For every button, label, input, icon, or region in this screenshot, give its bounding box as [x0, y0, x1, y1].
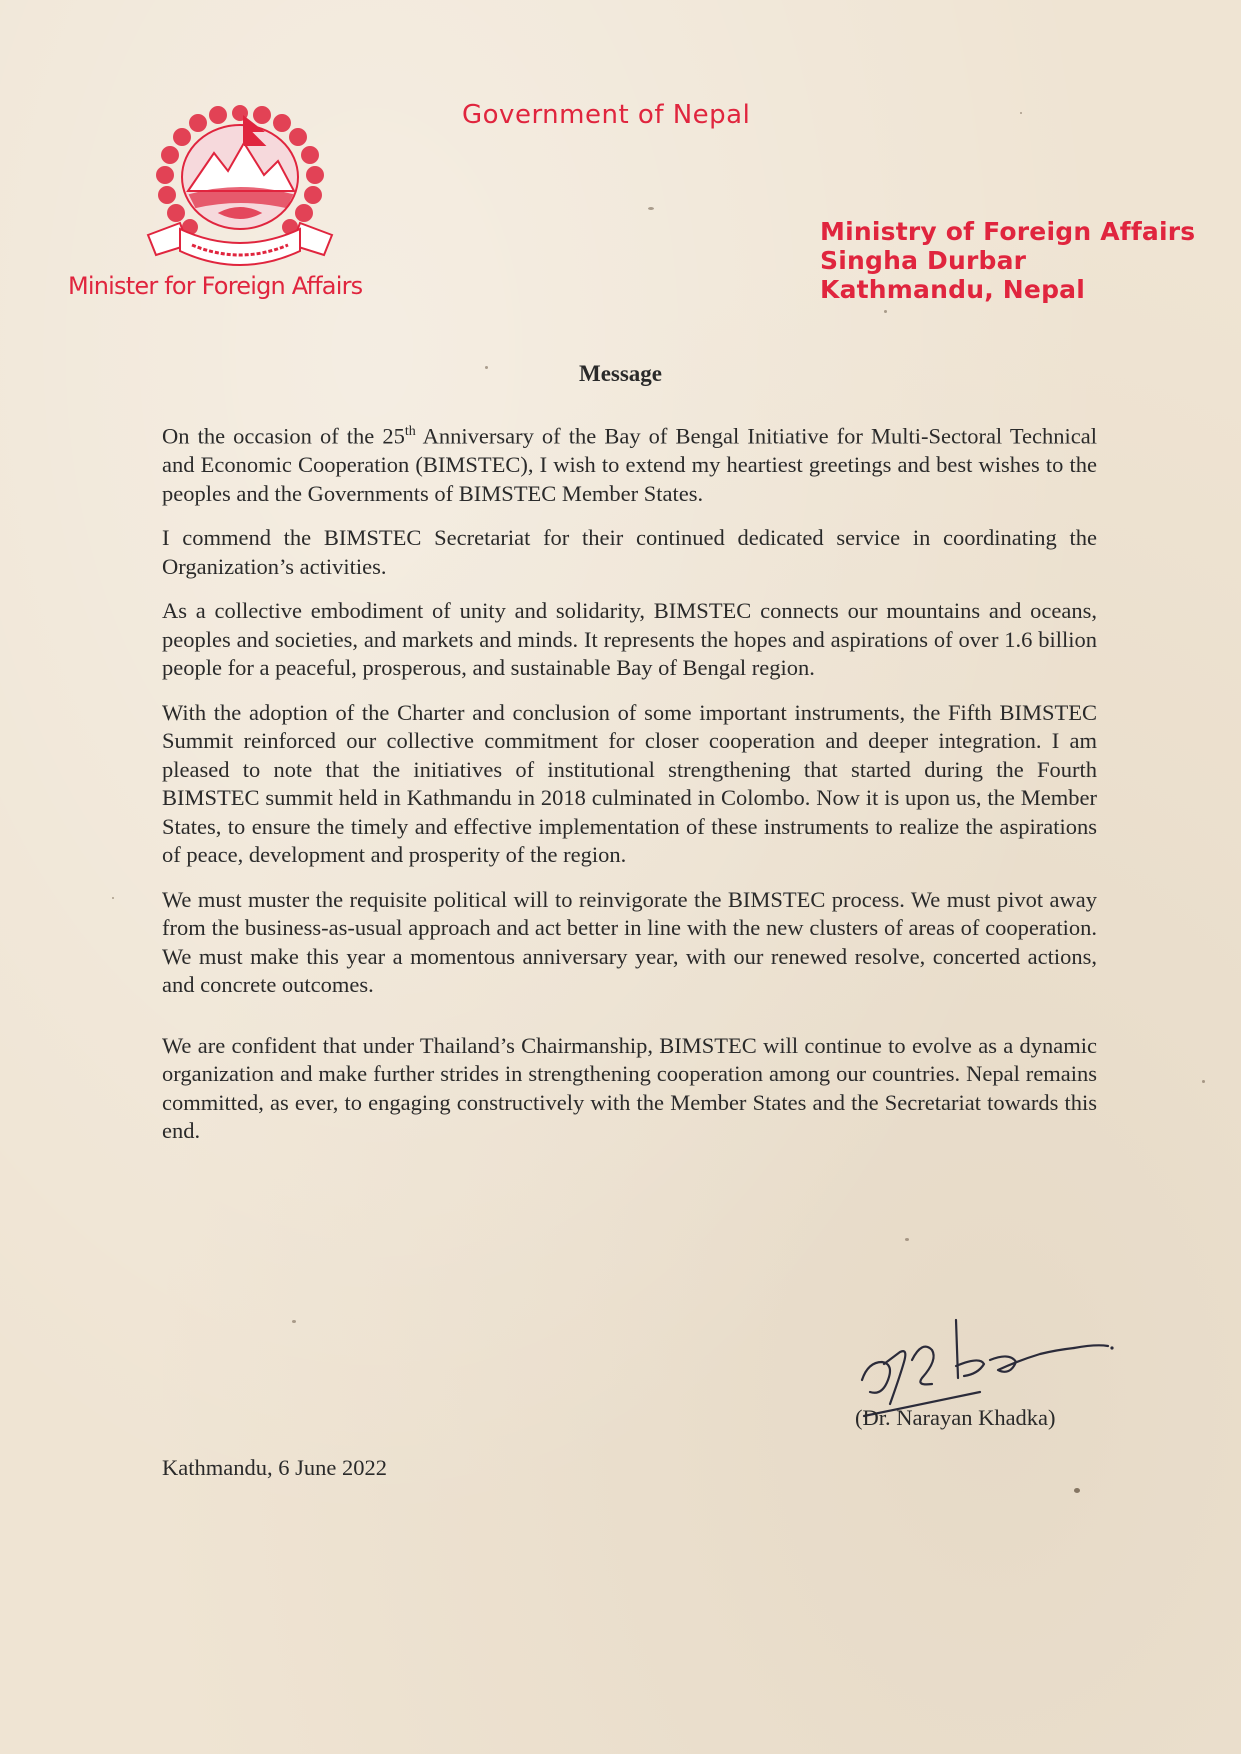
paper-speck: [648, 207, 654, 210]
paragraph-4: With the adoption of the Charter and conclusion of some important instruments, the Fifth BIMSTEC Summit reinforced our collective commitment for closer cooperation and deeper integration. I am pleased to note that the initiatives of institutional strengthening that started during the Fourth BIMSTEC summit held in Kathmandu in 2018 culminated in Colombo. Now it is upon us, the Member States, to ensure the timely and effective implementation of these instruments to realize the aspirations of peace, development and prosperity of the region.: [162, 699, 1097, 867]
paper-speck: [905, 1238, 909, 1241]
paragraph-1-text: On the occasion of the 25: [162, 423, 405, 449]
government-heading: Government of Nepal: [462, 100, 751, 130]
paper-speck: [1020, 112, 1022, 114]
ministry-name: Ministry of Foreign Affairs: [820, 217, 1196, 246]
ministry-city: Kathmandu, Nepal: [820, 275, 1086, 304]
message-title: Message: [578, 361, 663, 386]
ministry-address: [820, 217, 1195, 304]
ministry-building: Singha Durbar: [820, 246, 1027, 275]
paper-speck: [1074, 1488, 1080, 1493]
paper-speck: [112, 897, 114, 899]
paragraph-1: [162, 418, 1097, 508]
paragraph-3: As a collective embodiment of unity and solidarity, BIMSTEC connects our mountains and oceans, peoples and societies, and markets and minds. It represents the hopes and aspirations of over 1.6 billion people for a peaceful, prosperous, and sustainable Bay of Bengal region.: [162, 598, 1097, 680]
paper-speck: [292, 1320, 296, 1323]
paper-speck: [884, 310, 887, 313]
paragraph-6: We are confident that under Thailand’s Chairmanship, BIMSTEC will continue to evolve as a dynamic organization and make further strides in strengthening cooperation among our countries. Nepal remains committed, as ever, to engaging constructively with the Member States and the Secretariat towards this end.: [162, 1032, 1097, 1143]
paper-speck: [1202, 1080, 1205, 1083]
place-date: Kathmandu, 6 June 2022: [162, 1455, 387, 1480]
nepal-emblem-icon: [140, 95, 340, 280]
paragraph-5: We must muster the requisite political will to reinvigorate the BIMSTEC process. We must pivot away from the business-as-usual approach and act better in line with the new clusters of areas of cooperation. We must make this year a momentous anniversary year, with our renewed resolve, concerted actions, and concrete outcomes.: [162, 886, 1097, 997]
paragraph-2: I commend the BIMSTEC Secretariat for their continued dedicated service in coordinating the Organization’s activities.: [162, 525, 1097, 579]
message-body: [162, 418, 1097, 1162]
paragraph-1-text-cont: Anniversary of the Bay of Bengal Initiative for Multi-Sectoral Technical and Economic Cooperation (BIMSTEC), I wish to extend my heartiest greetings and best wishes to the peoples and the Governments of BIMSTEC Member States.: [162, 423, 1097, 506]
ordinal-suffix: th: [404, 424, 416, 439]
handwritten-signature: [860, 1300, 1130, 1420]
signer-name: (Dr. Narayan Khadka): [855, 1405, 1056, 1430]
minister-title: Minister for Foreign Affairs: [68, 272, 363, 300]
